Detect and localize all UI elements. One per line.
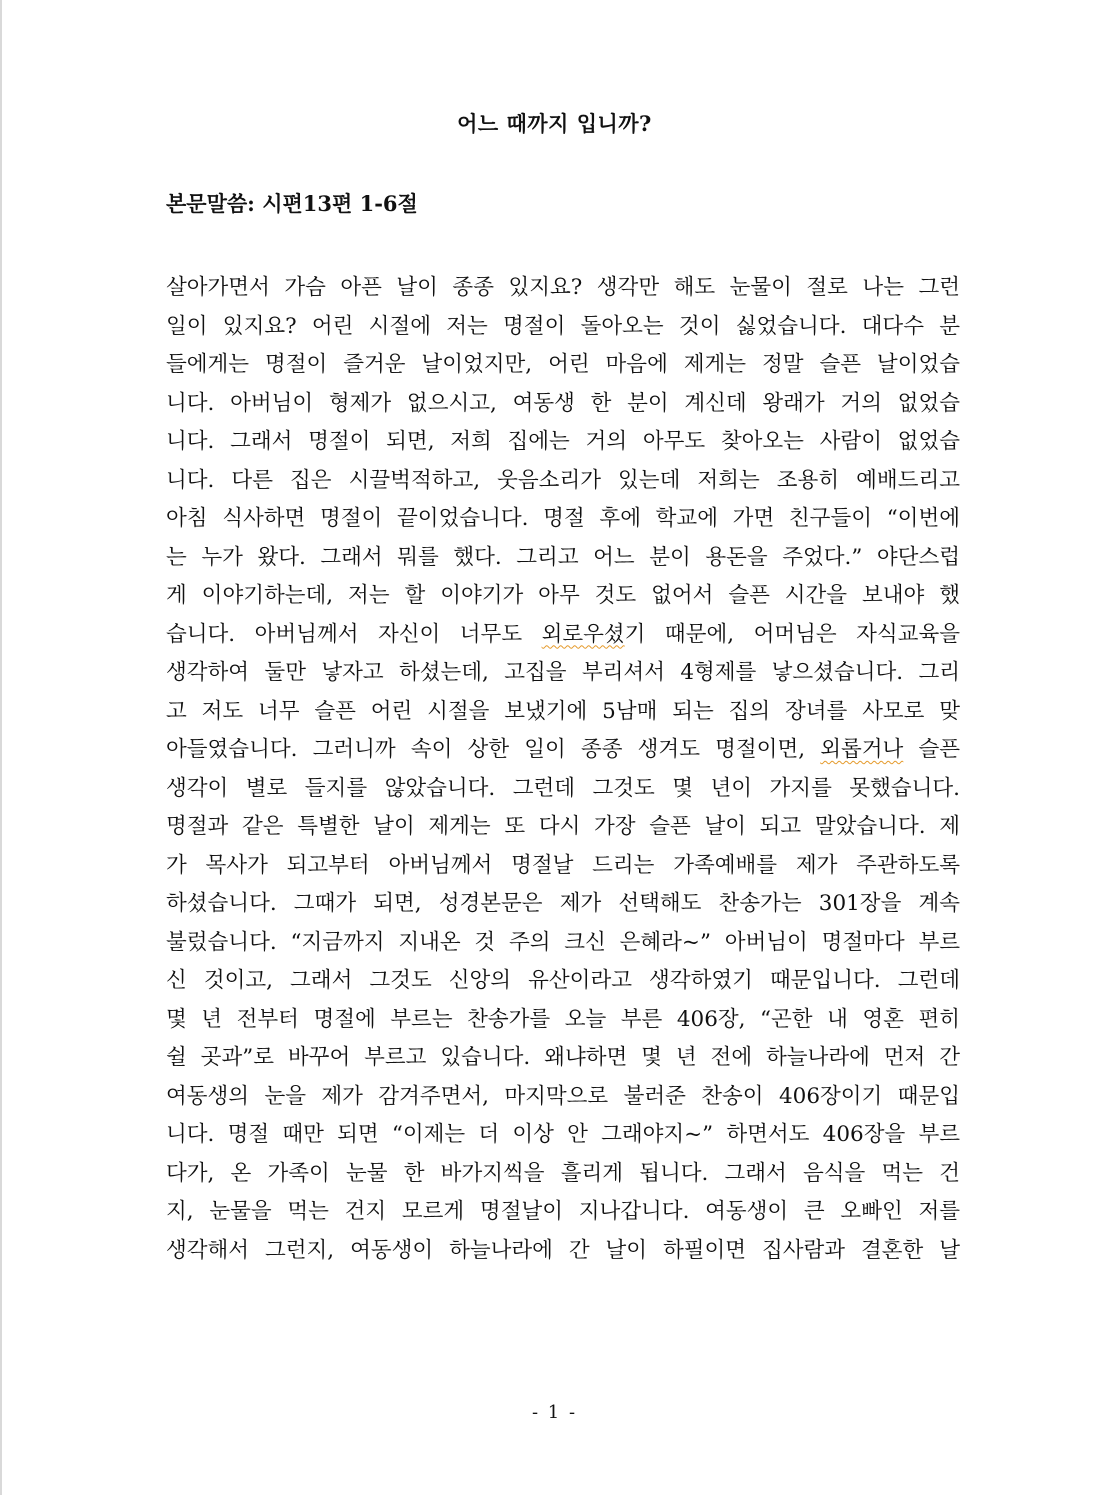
text-line: 쉴 곳과”로 바꾸어 부르고 있습니다. 왜냐하면 몇 년 전에 하늘나라에 먼저 간 bbox=[166, 1045, 960, 1070]
text-line: 생각해서 그런지, 여동생이 하늘나라에 간 날이 하필이면 집사람과 결혼한 날 bbox=[166, 1237, 960, 1263]
text-segment: 슬픈 bbox=[903, 737, 960, 762]
text-line: 니다. 명절 때만 되면 “이제는 더 이상 안 그래야지~” 하면서도 406장을 부르 bbox=[166, 1122, 960, 1147]
text-segment: 아들였습니다. 그러니까 속이 상한 일이 종종 생겨도 명절이면, bbox=[166, 737, 821, 762]
text-line: 는 누가 왔다. 그래서 뭐를 했다. 그리고 어느 분이 용돈을 주었다.” 야단스럽 bbox=[166, 544, 960, 570]
document-title: 어느 때까지 입니까? bbox=[457, 111, 652, 136]
page-left-edge bbox=[0, 0, 2, 1495]
text-line: 니다. 다른 집은 시끌벅적하고, 웃음소리가 있는데 저희는 조용히 예배드리고 bbox=[166, 467, 960, 493]
text-line: 신 것이고, 그래서 그것도 신앙의 유산이라고 생각하였기 때문입니다. 그런데 bbox=[166, 968, 960, 993]
text-line: 일이 있지요? 어린 시절에 저는 명절이 돌아오는 것이 싫었습니다. 대다수 분 bbox=[166, 313, 960, 339]
text-line: 니다. 그래서 명절이 되면, 저희 집에는 거의 아무도 찾아오는 사람이 없었습 bbox=[166, 429, 960, 454]
text-line: 고 저도 너무 슬픈 어린 시절을 보냈기에 5남매 되는 집의 장녀를 사모로 맞 bbox=[166, 698, 960, 724]
text-line: 니다. 아버님이 형제가 없으시고, 여동생 한 분이 계신데 왕래가 거의 없었습 bbox=[166, 390, 960, 416]
text-line: 명절과 같은 특별한 날이 제게는 또 다시 가장 슬픈 날이 되고 말았습니다. 제 bbox=[166, 814, 960, 839]
page-number: - 1 - bbox=[531, 1402, 578, 1423]
text-line: 다가, 온 가족이 눈물 한 바가지씩을 흘리게 됩니다. 그래서 음식을 먹는 건 bbox=[166, 1160, 960, 1186]
text-line: 생각이 별로 들지를 않았습니다. 그런데 그것도 몇 년이 가지를 못했습니다. bbox=[166, 775, 960, 801]
text-line: 지, 눈물을 먹는 건지 모르게 명절날이 지나갑니다. 여동생이 큰 오빠인 저를 bbox=[166, 1199, 960, 1224]
text-line-with-spellcheck bbox=[166, 616, 960, 655]
spellcheck-underline[interactable]: 외롭거나 bbox=[820, 737, 904, 762]
text-line: 생각하여 둘만 낳자고 하셨는데, 고집을 부리셔서 4형제를 낳으셨습니다. 그리 bbox=[166, 660, 960, 685]
text-line: 여동생의 눈을 제가 감겨주면서, 마지막으로 불러준 찬송이 406장이기 때문입 bbox=[166, 1083, 960, 1109]
scripture-reference: 본문말씀: 시편13편 1-6절 bbox=[166, 191, 418, 216]
text-segment: 습니다. 아버님께서 자신이 너무도 bbox=[166, 621, 542, 647]
text-line: 몇 년 전부터 명절에 부르는 찬송가를 오늘 부른 406장, “곤한 내 영혼 편히 bbox=[166, 1006, 960, 1032]
text-line: 가 목사가 되고부터 아버님께서 명절날 드리는 가족예배를 제가 주관하도록 bbox=[166, 852, 960, 878]
body-paragraph[interactable] bbox=[166, 269, 960, 1270]
text-line: 들에게는 명절이 즐거운 날이었지만, 어린 마음에 제게는 정말 슬픈 날이었습 bbox=[166, 352, 960, 377]
text-line: 아침 식사하면 명절이 끝이었습니다. 명절 후에 학교에 가면 친구들이 “이번에 bbox=[166, 506, 960, 531]
text-line: 하셨습니다. 그때가 되면, 성경본문은 제가 선택해도 찬송가는 301장을 계속 bbox=[166, 891, 960, 916]
spellcheck-underline[interactable]: 외로우셨 bbox=[541, 621, 625, 647]
text-line: 게 이야기하는데, 저는 할 이야기가 아무 것도 없어서 슬픈 시간을 보내야 했 bbox=[166, 583, 960, 608]
text-segment: 기 때문에, 어머님은 자식교육을 bbox=[624, 621, 960, 647]
text-line: 살아가면서 가슴 아픈 날이 종종 있지요? 생각만 해도 눈물이 절로 나는 그런 bbox=[166, 275, 960, 300]
text-line: 불렀습니다. “지금까지 지내온 것 주의 크신 은혜라~” 아버님이 명절마다 부르 bbox=[166, 929, 960, 955]
text-line-with-spellcheck bbox=[166, 731, 960, 770]
